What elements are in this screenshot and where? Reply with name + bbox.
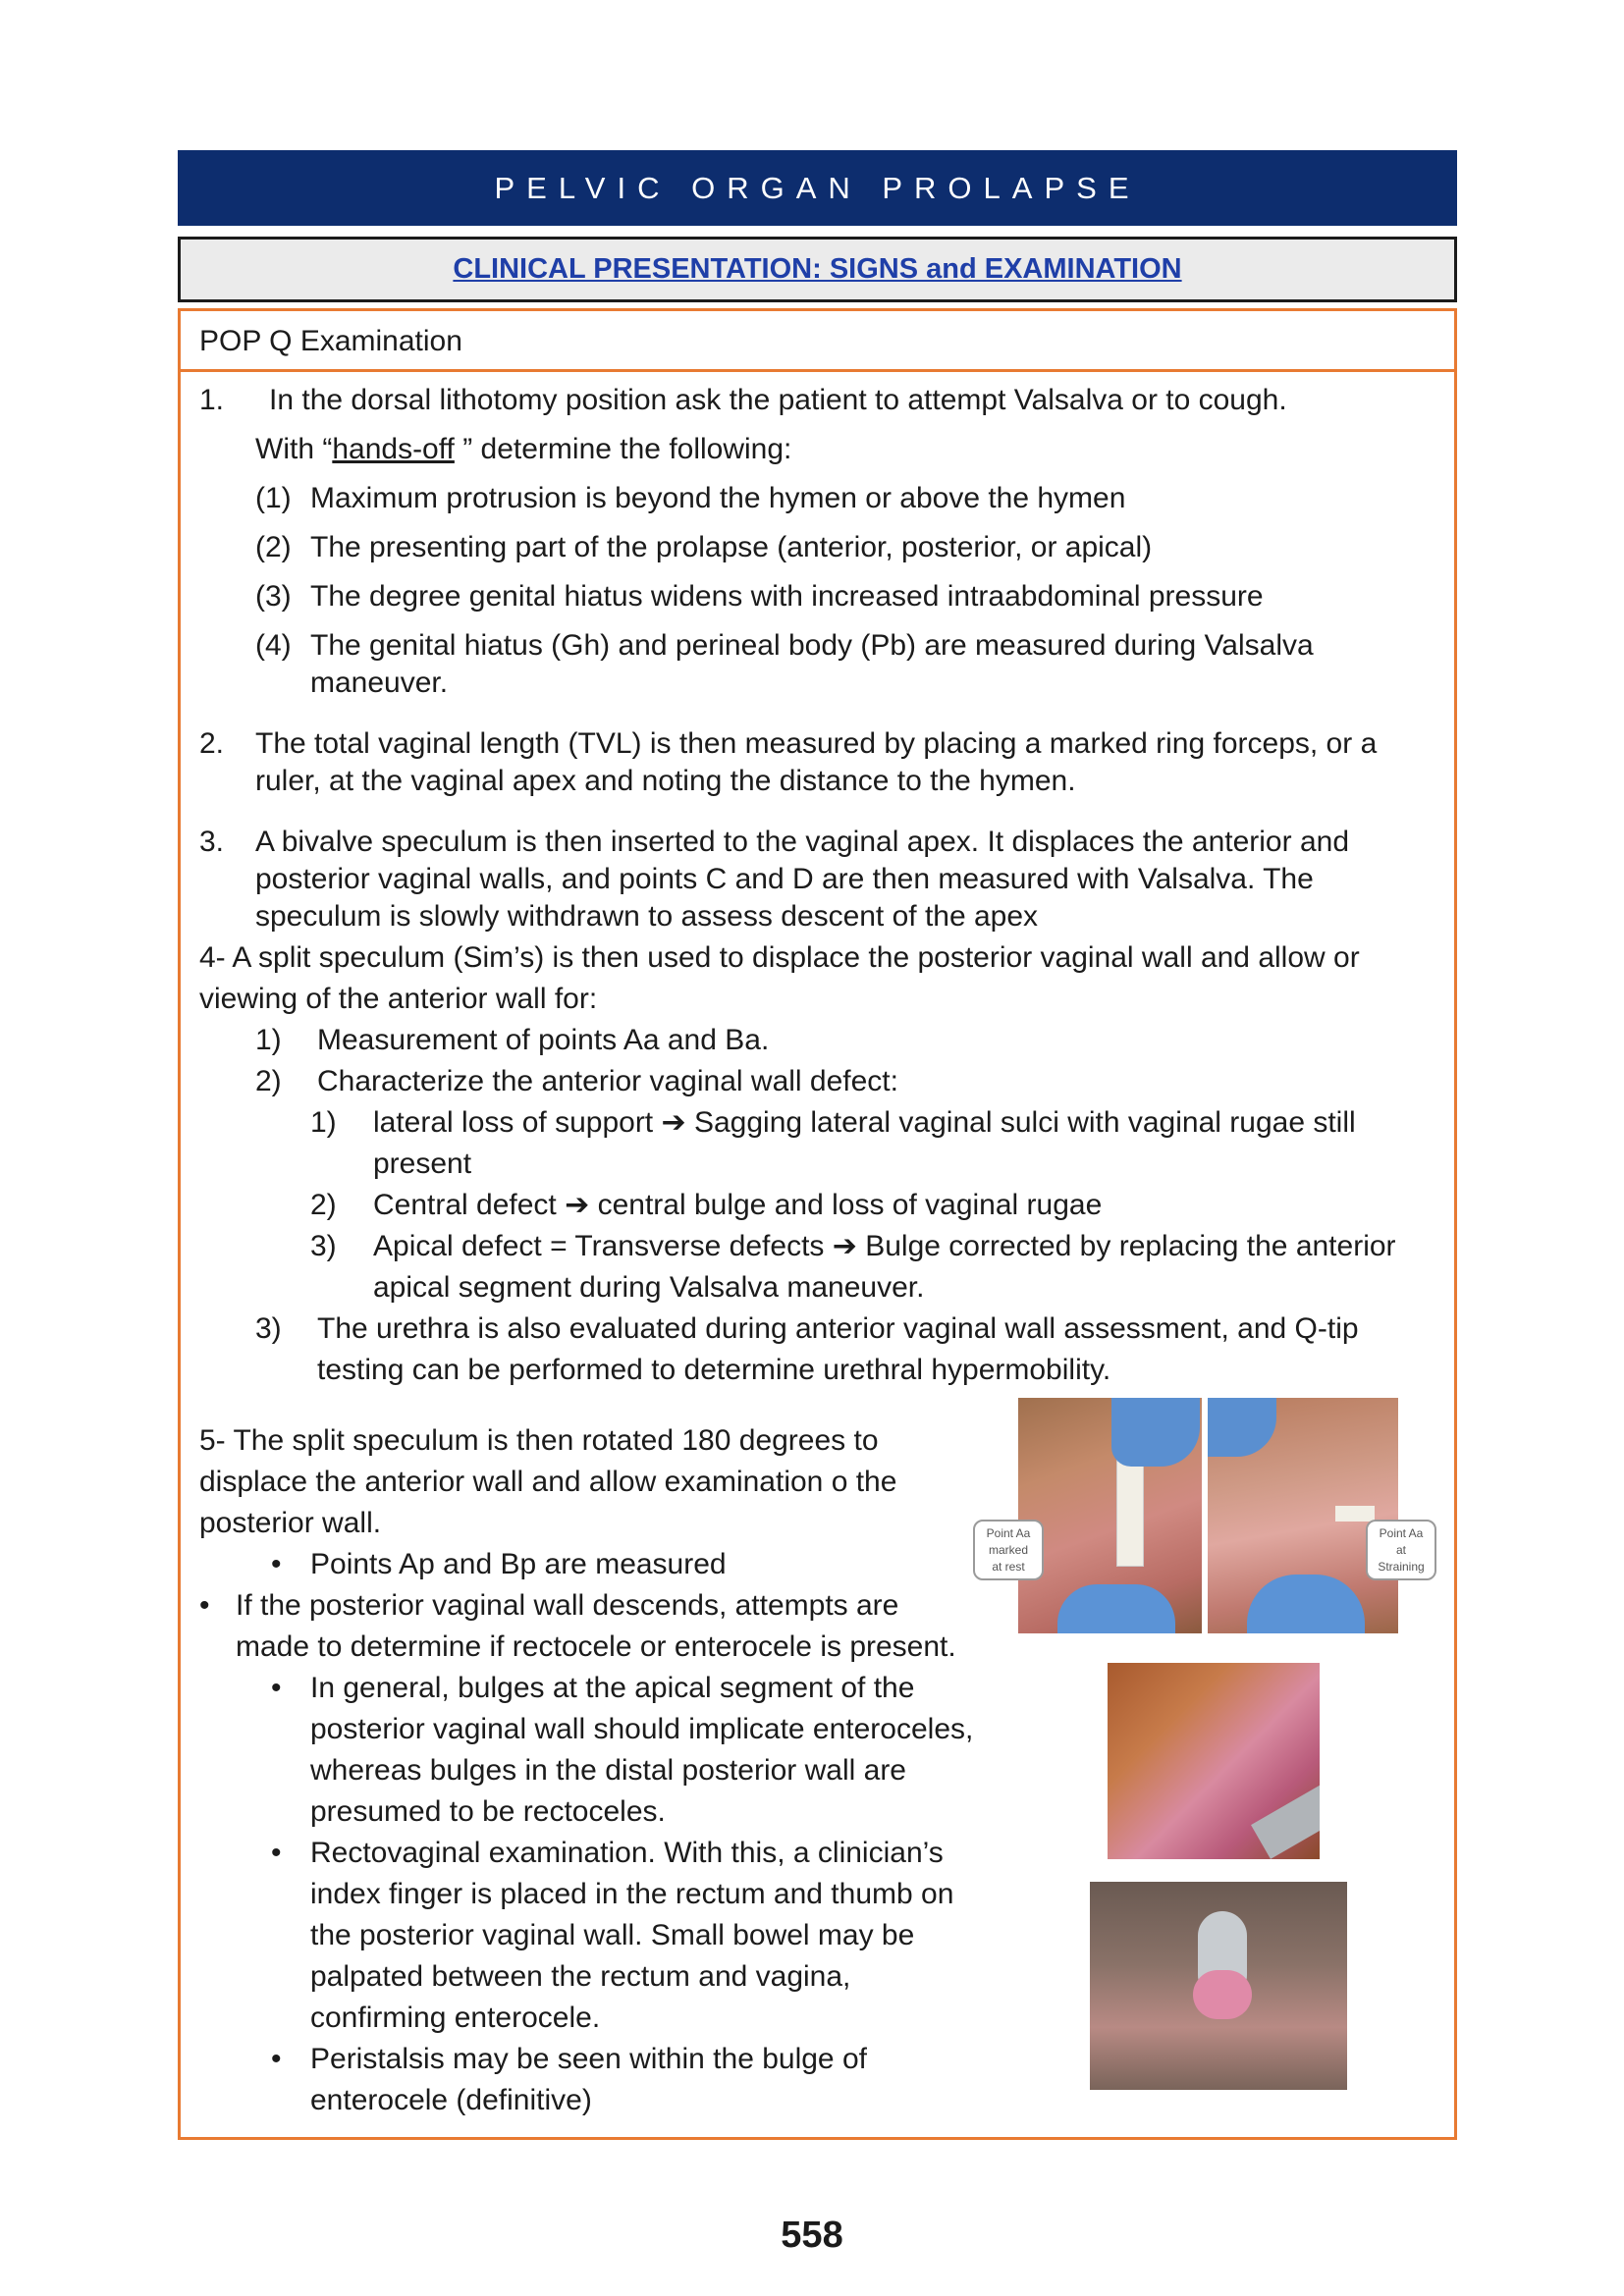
- step1-item-num: (2): [255, 531, 292, 563]
- sub-bullet-line: Rectovaginal examination. With this, a clinician’s: [310, 1837, 944, 1869]
- arrow-right-icon: ➔: [832, 1230, 857, 1262]
- subheader-title: CLINICAL PRESENTATION: SIGNS and EXAMINATION: [453, 253, 1182, 285]
- sub-bullet-line: Peristalsis may be seen within the bulge of: [310, 2043, 867, 2075]
- step3-number: 3.: [199, 826, 225, 858]
- step4-item-num: 2): [255, 1065, 282, 1097]
- step4-item-text: Measurement of points Aa and Ba.: [317, 1024, 770, 1056]
- step2-line: ruler, at the vaginal apex and noting the distance to the hymen.: [255, 765, 1076, 797]
- sub-bullet-line: enterocele (definitive): [310, 2084, 592, 2116]
- step5-line: posterior wall.: [199, 1507, 382, 1539]
- step4-line: 4- A split speculum (Sim’s) is then used to displace the posterior vaginal wall and allow or: [199, 941, 1360, 974]
- sub-bullet-line: posterior vaginal wall should implicate enteroceles,: [310, 1713, 974, 1745]
- step1-item-cont: maneuver.: [310, 667, 449, 699]
- sub-bullet-line: confirming enterocele.: [310, 2002, 601, 2034]
- arrow-right-icon: ➔: [565, 1189, 590, 1221]
- callout-aa-straining: Point Aa at Straining: [1366, 1520, 1436, 1580]
- step4-item-text: Characterize the anterior vaginal wall defect:: [317, 1065, 898, 1097]
- step2-line: The total vaginal length (TVL) is then measured by placing a marked ring forceps, or a: [255, 727, 1378, 760]
- step1-lead: With “hands-off ” determine the following:: [255, 433, 792, 465]
- hands-off-term: hands-off: [332, 433, 455, 465]
- step3-line: A bivalve speculum is then inserted to the vaginal apex. It displaces the anterior and: [255, 826, 1349, 858]
- defect-text: lateral loss of support ➔ Sagging lateral vaginal sulci with vaginal rugae still: [373, 1106, 1356, 1139]
- step1-item-num: (1): [255, 482, 292, 514]
- bullet: •: [271, 2043, 282, 2075]
- step5-points: Points Ap and Bp are measured: [310, 1548, 727, 1580]
- clinical-photo-rest: [1018, 1398, 1202, 1633]
- page-banner: [178, 150, 1457, 226]
- sub-bullet-line: palpated between the rectum and vagina,: [310, 1960, 851, 1993]
- step1-item-text: The degree genital hiatus widens with increased intraabdominal pressure: [310, 580, 1264, 613]
- step5-bullet-line: If the posterior vaginal wall descends, attempts are: [236, 1589, 899, 1622]
- step4-item-text: The urethra is also evaluated during anterior vaginal wall assessment, and Q-tip: [317, 1312, 1359, 1345]
- section-title: POP Q Examination: [199, 325, 462, 357]
- step5-bullet-line: made to determine if rectocele or enterocele is present.: [236, 1630, 956, 1663]
- step5-line: displace the anterior wall and allow examination o the: [199, 1466, 897, 1498]
- step4-item-num: 1): [255, 1024, 282, 1056]
- step2-number: 2.: [199, 727, 225, 760]
- bullet: •: [271, 1837, 282, 1869]
- step3-line: speculum is slowly withdrawn to assess descent of the apex: [255, 900, 1039, 933]
- step1-item-text: The genital hiatus (Gh) and perineal body (Pb) are measured during Valsalva: [310, 629, 1314, 662]
- section-subheader: [178, 237, 1457, 302]
- defect-text: Central defect ➔ central bulge and loss of vaginal rugae: [373, 1189, 1103, 1221]
- bullet: •: [271, 1672, 282, 1704]
- step4-item-text: testing can be performed to determine urethral hypermobility.: [317, 1354, 1111, 1386]
- banner-title: PELVIC ORGAN PROLAPSE: [494, 170, 1141, 205]
- defect-text: Apical defect = Transverse defects ➔ Bulge corrected by replacing the anterior: [373, 1230, 1396, 1262]
- arrow-right-icon: ➔: [661, 1106, 686, 1139]
- sub-bullet-line: In general, bulges at the apical segment of the: [310, 1672, 915, 1704]
- callout-aa-rest: Point Aa marked at rest: [973, 1520, 1044, 1580]
- speculum: [1251, 1781, 1320, 1859]
- sub-bullet-line: whereas bulges in the distal posterior wall are: [310, 1754, 906, 1787]
- glove: [1247, 1575, 1365, 1633]
- step1-item-text: The presenting part of the prolapse (anterior, posterior, or apical): [310, 531, 1153, 563]
- step5-line: 5- The split speculum is then rotated 180 degrees to: [199, 1424, 879, 1457]
- bullet: •: [271, 1548, 282, 1580]
- glove: [1111, 1398, 1200, 1467]
- step4-item-num: 3): [255, 1312, 282, 1345]
- defect-num: 1): [310, 1106, 337, 1139]
- bullet: •: [199, 1589, 210, 1622]
- clinical-photo-speculum: [1090, 1882, 1347, 2090]
- step1-item-num: (3): [255, 580, 292, 613]
- step1-item-text: Maximum protrusion is beyond the hymen or above the hymen: [310, 482, 1126, 514]
- step4-line: viewing of the anterior wall for:: [199, 983, 598, 1015]
- step3-line: posterior vaginal walls, and points C and D are then measured with Valsalva. The: [255, 863, 1314, 895]
- glove: [1057, 1584, 1175, 1633]
- defect-cont: present: [373, 1148, 472, 1180]
- glove: [1208, 1398, 1276, 1457]
- page-number: 558: [781, 2215, 843, 2256]
- step1-item-num: (4): [255, 629, 292, 662]
- step1-number: 1.: [199, 384, 225, 416]
- clinical-photo-straining: [1208, 1398, 1398, 1633]
- prolapse-tissue: [1193, 1970, 1252, 2019]
- sub-bullet-line: presumed to be rectoceles.: [310, 1795, 666, 1828]
- step1-text: In the dorsal lithotomy position ask the patient to attempt Valsalva or to cough.: [269, 384, 1287, 416]
- sub-bullet-line: the posterior vaginal wall. Small bowel may be: [310, 1919, 915, 1951]
- clinical-photo-enterocele: [1108, 1663, 1320, 1859]
- defect-num: 3): [310, 1230, 337, 1262]
- ruler-strip: [1335, 1506, 1375, 1522]
- sub-bullet-line: index finger is placed in the rectum and thumb on: [310, 1878, 954, 1910]
- defect-cont: apical segment during Valsalva maneuver.: [373, 1271, 925, 1304]
- defect-num: 2): [310, 1189, 337, 1221]
